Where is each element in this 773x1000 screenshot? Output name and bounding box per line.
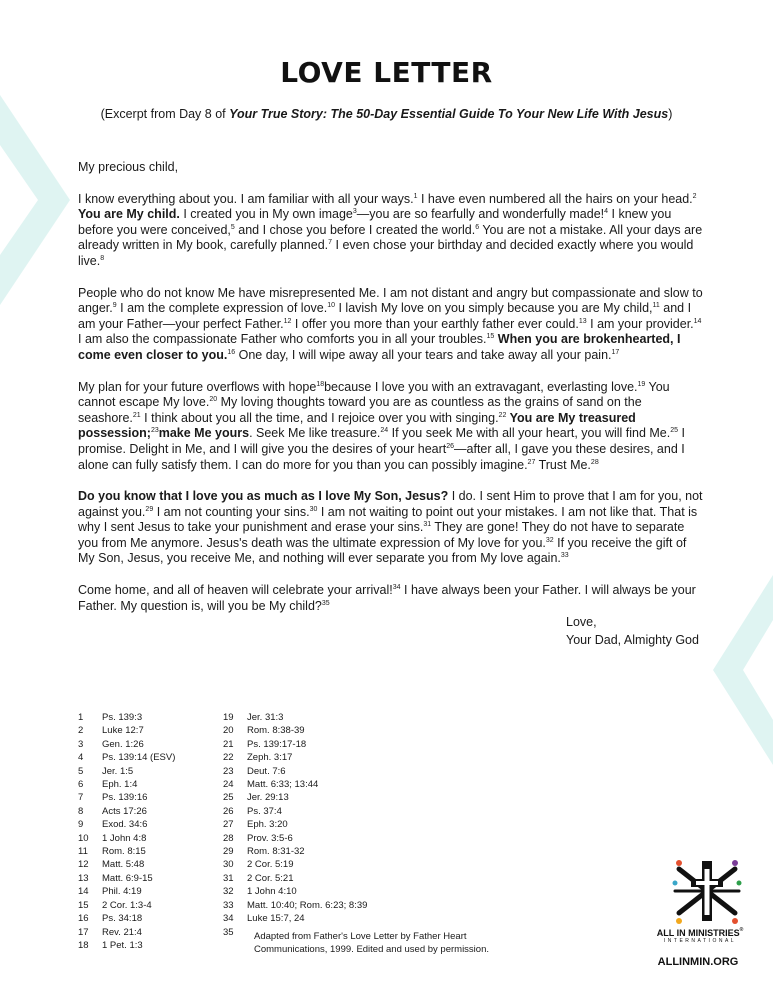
reference-citation: Phil. 4:19: [102, 886, 142, 898]
reference-number: 15: [78, 899, 89, 911]
all-in-ministries-logo-icon: [671, 855, 743, 927]
reference-row: [78, 778, 175, 791]
reference-row: [78, 724, 175, 737]
paragraph-2: People who do not know Me have misrepresented Me. I am not distant and angry but compassionate and slow to anger.$^9$ I am the complete expression of love.$^{10}$ I lavish My love on you simply because you are My child,$^{11}$ and I am your Father—your perfect Father.$^{12}$ I offer you more than your earthly father ever could.$^{13}$ I am your provider.$^{14}$ I am also the compassionate Father who comforts you in all your troubles.$^{15}$ When you are brokenhearted, I come even closer to you.$^{16}$ One day, I will wipe away all your tears and take away all your pain.$^{17}$: [78, 285, 703, 362]
reference-number: 4: [78, 752, 84, 764]
reference-citation: Deut. 7:6: [247, 765, 286, 777]
reference-number: 27: [223, 819, 234, 831]
reference-number: 33: [223, 899, 234, 911]
reference-number: 26: [223, 805, 234, 817]
reference-citation: Ps. 139:17-18: [247, 738, 307, 750]
reference-number: 12: [78, 859, 89, 871]
references-column-1: [78, 711, 175, 952]
reference-citation: Rom. 8:31-32: [247, 846, 305, 858]
reference-citation: Matt. 5:48: [102, 859, 145, 871]
reference-citation: Ps. 37:4: [247, 805, 282, 817]
reference-row: [223, 724, 367, 737]
reference-citation: Rev. 21:4: [102, 926, 142, 938]
reference-number: 24: [223, 779, 234, 791]
reference-row: [78, 872, 175, 885]
reference-number: 30: [223, 859, 234, 871]
reference-citation: Zeph. 3:17: [247, 752, 293, 764]
reference-row: [223, 751, 367, 764]
reference-row: [78, 899, 175, 912]
logo-subtitle: INTERNATIONAL: [663, 938, 737, 944]
reference-row: [78, 858, 175, 871]
reference-row: [223, 912, 367, 925]
left-chevron-decoration: [0, 95, 70, 305]
reference-citation: Luke 15:7, 24: [247, 913, 305, 925]
reference-row: [78, 926, 175, 939]
reference-row: [223, 832, 367, 845]
reference-number: 19: [223, 712, 234, 723]
reference-number: 21: [223, 738, 234, 750]
website-url: ALLINMIN.ORG: [657, 956, 739, 968]
reference-row: [223, 885, 367, 898]
subtitle: (Excerpt from Day 8 of Your True Story: The 50-Day Essential Guide To Your New Life With Jesus): [100, 107, 673, 121]
reference-number: 6: [78, 779, 84, 791]
reference-citation: Exod. 34:6: [102, 819, 148, 831]
reference-row: [78, 845, 175, 858]
reference-citation: Matt. 6:33; 13:44: [247, 779, 319, 791]
reference-number: 18: [78, 939, 89, 951]
reference-row: [223, 845, 367, 858]
reference-citation: Rom. 8:15: [102, 846, 146, 858]
reference-row: [223, 872, 367, 885]
reference-citation: Rom. 8:38-39: [247, 725, 305, 737]
reference-row: [223, 778, 367, 791]
reference-row: [223, 791, 367, 804]
reference-citation: Matt. 6:9-15: [102, 872, 153, 884]
paragraph-3: My plan for your future overflows with hope$^{18}$because I love you with an extravagant, everlasting love.$^{19}$ You cannot escape My love.$^{20}$ My loving thoughts toward you are as countless as the grains of sand on the seashore.$^{21}$ I think about you all the time, and I rejoice over you with singing.$^{22}$ You are My treasured possession;$^{23}$make Me yours. Seek Me like treasure.$^{24}$ If you seek Me with all your heart, you will find Me.$^{25}$ I promise. Delight in Me, and I will give you the desires of your heart$^{26}$—after all, I gave you these desires, and I alone can fully satisfy them. I can do more for you than you can possibly imagine.$^{27}$ Trust Me.$^{28}$: [78, 379, 685, 472]
reference-row: [78, 885, 175, 898]
reference-citation: Eph. 1:4: [102, 779, 138, 791]
reference-number: 8: [78, 805, 84, 817]
reference-citation: Acts 17:26: [102, 805, 147, 817]
reference-number: 22: [223, 752, 234, 764]
reference-number: 11: [78, 846, 88, 858]
paragraph-5: Come home, and all of heaven will celebrate your arrival!$^{34}$ I have always been your Father. I will always be your Father. My question is, will you be My child?$^{35}$: [78, 583, 696, 613]
logo-name: ALL IN MINISTRIES®: [656, 927, 744, 938]
reference-number: 10: [78, 832, 89, 844]
reference-number: 28: [223, 832, 234, 844]
reference-row: [78, 751, 175, 764]
reference-number: 9: [78, 819, 84, 831]
reference-citation: Matt. 10:40; Rom. 6:23; 8:39: [247, 899, 368, 911]
reference-number: 23: [223, 765, 234, 777]
reference-row: [78, 818, 175, 831]
reference-number: 13: [78, 872, 89, 884]
reference-number: 7: [78, 792, 84, 804]
reference-number: 17: [78, 926, 89, 938]
reference-number: 25: [223, 792, 234, 804]
reference-number: 14: [78, 886, 89, 898]
reference-row: [78, 939, 175, 952]
adapted-note: Adapted from Father's Love Letter by Father Heart Communications, 1999. Edited and used by permission.: [254, 931, 489, 956]
reference-number: 35: [223, 926, 234, 938]
reference-citation: 1 Pet. 1:3: [102, 939, 143, 951]
reference-citation: 1 John 4:8: [102, 832, 147, 844]
reference-row: [78, 805, 175, 818]
reference-citation: Jer. 31:3: [247, 712, 284, 723]
reference-citation: Jer. 29:13: [247, 792, 289, 804]
reference-citation: Prov. 3:5-6: [247, 832, 293, 844]
book-title: Your True Story: The 50-Day Essential Guide To Your New Life With Jesus: [229, 107, 669, 121]
reference-row: [223, 765, 367, 778]
reference-citation: 2 Cor. 1:3-4: [102, 899, 152, 911]
reference-number: 20: [223, 725, 234, 737]
reference-number: 3: [78, 738, 84, 750]
signoff-signature: Your Dad, Almighty God: [566, 633, 699, 647]
reference-row: [223, 858, 367, 871]
reference-row: [78, 832, 175, 845]
reference-row: [223, 711, 367, 724]
reference-row: [223, 818, 367, 831]
reference-citation: Ps. 34:18: [102, 913, 143, 925]
right-chevron-decoration: [713, 575, 773, 765]
reference-citation: Ps. 139:3: [102, 712, 143, 723]
reference-citation: Eph. 3:20: [247, 819, 288, 831]
reference-row: [78, 738, 175, 751]
reference-row: [223, 738, 367, 751]
reference-citation: Ps. 139:16: [102, 792, 148, 804]
reference-number: 2: [78, 725, 84, 737]
reference-row: [78, 711, 175, 724]
reference-row: [78, 765, 175, 778]
paragraph-1: I know everything about you. I am familiar with all your ways.$^1$ I have even numbered all the hairs on your head.$^2$ You are My child. I created you in My own image$^3$—you are so fearfully and wonderfully made!$^4$ I knew you before you were conceived,$^5$ and I chose you before I created the world.$^6$ You are not a mistake. All your days are already written in My book, carefully planned.$^7$ I even chose your birthday and decided exactly where you would live.$^8$: [78, 191, 703, 268]
reference-citation: 2 Cor. 5:21: [247, 872, 294, 884]
reference-row: [223, 805, 367, 818]
greeting: My precious child,: [78, 160, 179, 174]
signoff-love: Love,: [566, 615, 597, 629]
references-column-2: [223, 711, 367, 939]
reference-number: 5: [78, 765, 84, 777]
reference-citation: Ps. 139:14 (ESV): [102, 752, 176, 764]
reference-citation: 1 John 4:10: [247, 886, 297, 898]
letter-body: [78, 160, 706, 630]
reference-row: [223, 899, 367, 912]
paragraph-4: Do you know that I love you as much as I love My Son, Jesus? I do. I sent Him to prove that I am for you, not against you.$^{29}$ I am not counting your sins.$^{30}$ I am not waiting to point out your mistakes. I am not like that. That is why I sent Jesus to take your punishment and erase your sins.$^{31}$ They are gone! They do not have to separate you from Me anymore. Jesus's death was the ultimate expression of My love for you.$^{32}$ If you receive the gift of My Son, Jesus, you receive Me, and nothing will ever separate you from My love again.$^{33}$: [78, 489, 703, 566]
page-title: LOVE LETTER: [280, 56, 493, 89]
signoff: [566, 613, 699, 649]
reference-number: 29: [223, 846, 234, 858]
reference-citation: Gen. 1:26: [102, 738, 144, 750]
reference-citation: Jer. 1:5: [102, 765, 134, 777]
reference-number: 34: [223, 913, 234, 925]
reference-number: 32: [223, 886, 234, 898]
reference-number: 1: [78, 712, 84, 723]
reference-row: [78, 912, 175, 925]
reference-number: 31: [223, 872, 234, 884]
reference-citation: 2 Cor. 5:19: [247, 859, 294, 871]
reference-citation: Luke 12:7: [102, 725, 144, 737]
reference-row: [78, 791, 175, 804]
reference-number: 16: [78, 913, 89, 925]
